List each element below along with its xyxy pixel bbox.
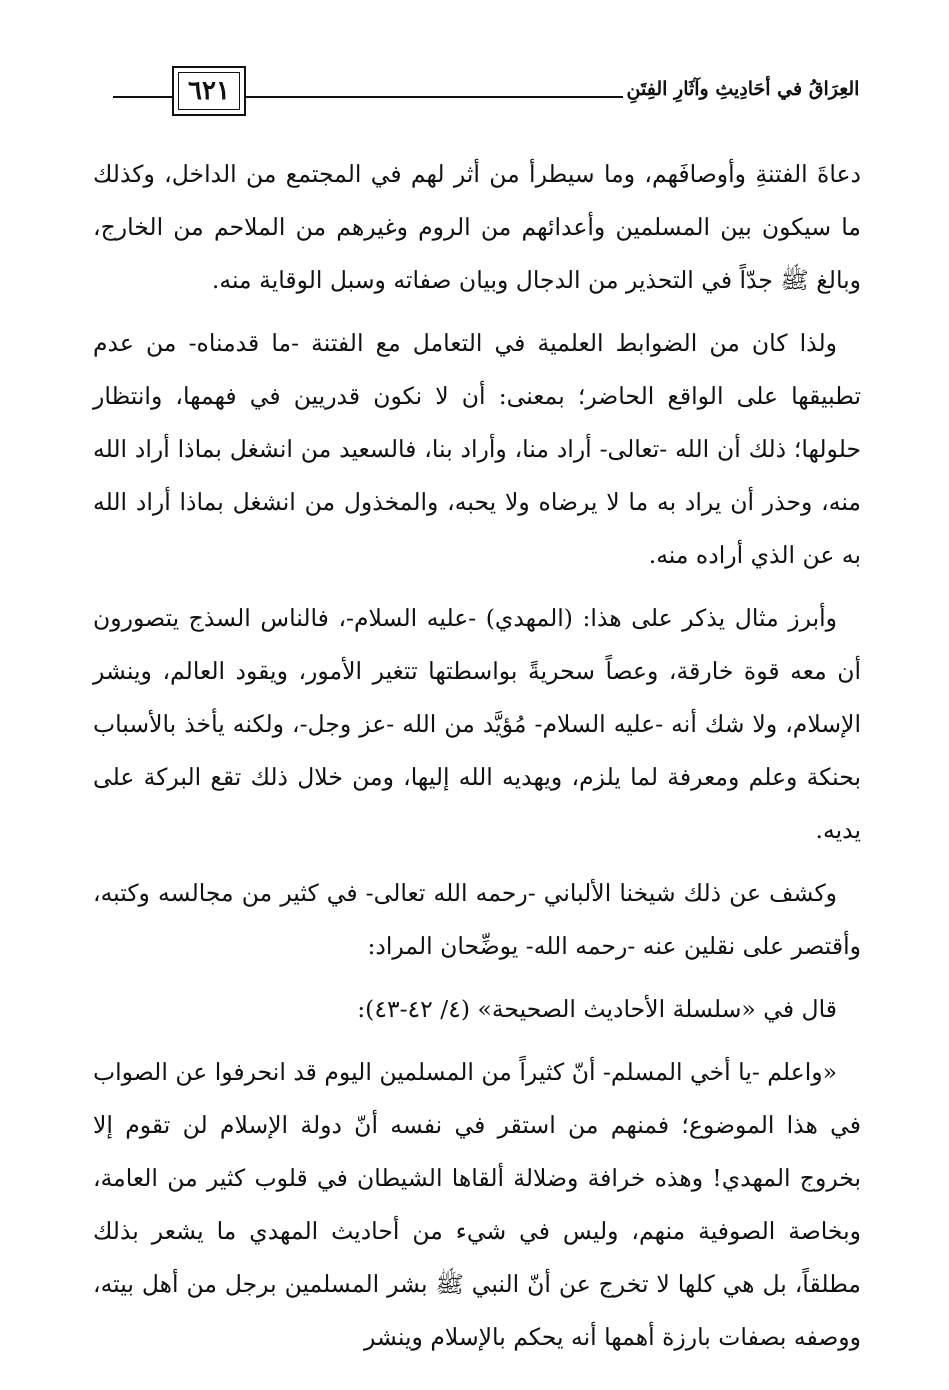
paragraph-4: وكشف عن ذلك شيخنا الألباني -رحمه الله تعالى- في كثير من مجالسه وكتبه، وأقتصر على نقلين عنه -رحمه الله- يوضِّحان المراد:	[93, 879, 861, 960]
paragraph-1: دعاةَ الفتنةِ وأوصافَهم، وما سيطرأ من أثر لهم في المجتمع من الداخل، وكذلك ما سيكون بين المسلمين وأعدائهم من الروم وغيرهم من الملاحم من الخارج، وبالغ ﷺ جدّاً في التحذير من الدجال وبيان صفاته وسبل الوقاية منه.	[93, 160, 861, 294]
page-body	[93, 148, 861, 1364]
paragraph-2: ولذا كان من الضوابط العلمية في التعامل مع الفتنة -ما قدمناه- من عدم تطبيقها على الواقع الحاضر؛ بمعنى: أن لا نكون قدريين في فهمها، وانتظار حلولها؛ ذلك أن الله -تعالى- أراد منا، وأراد بنا، فالسعيد من انشغل بماذا أراد الله منه، وحذر أن يراد به ما لا يرضاه ولا يحبه، والمخذول من انشغل بماذا أراد الله به عن الذي أراده منه.	[93, 329, 861, 569]
page-number-box	[172, 66, 246, 116]
paragraph-3: وأبرز مثال يذكر على هذا: (المهدي) -عليه السلام-، فالناس السذج يتصورون أن معه قوة خارقة، وعصاً سحريةً بواسطتها تتغير الأمور، ويقود العالم، وينشر الإسلام، ولا شك أنه -عليه السلام- مُؤيَّد من الله -عز وجل-، ولكنه يأخذ بالأسباب بحنكة وعلم ومعرفة لما يلزم، ويهديه الله إليها، ومن خلال ذلك تقع البركة على يديه.	[93, 604, 861, 844]
page-number: ٦٢١	[188, 76, 230, 106]
citation-line: قال في «سلسلة الأحاديث الصحيحة» (٤/ ٤٢-٤٣):	[357, 995, 837, 1023]
page-header	[0, 0, 949, 140]
quotation-paragraph: «واعلم -يا أخي المسلم- أنّ كثيراً من المسلمين اليوم قد انحرفوا عن الصواب في هذا الموضوع؛ فمنهم من استقر في نفسه أنّ دولة الإسلام لن تقوم إلا بخروج المهدي! وهذه خرافة وضلالة ألقاها الشيطان في قلوب كثير من العامة، وبخاصة الصوفية منهم، وليس في شيء من أحاديث المهدي ما يشعر بذلك مطلقاً، بل هي كلها لا تخرج عن أنّ النبي ﷺ بشر المسلمين برجل من أهل بيته، ووصفه بصفات بارزة أهمها أنه يحكم بالإسلام وينشر	[93, 1058, 861, 1351]
header-rule-left	[113, 96, 173, 98]
book-title: العِرَاقُ في أحَادِيثِ وآثَارِ الفِتَنِ	[623, 70, 863, 108]
